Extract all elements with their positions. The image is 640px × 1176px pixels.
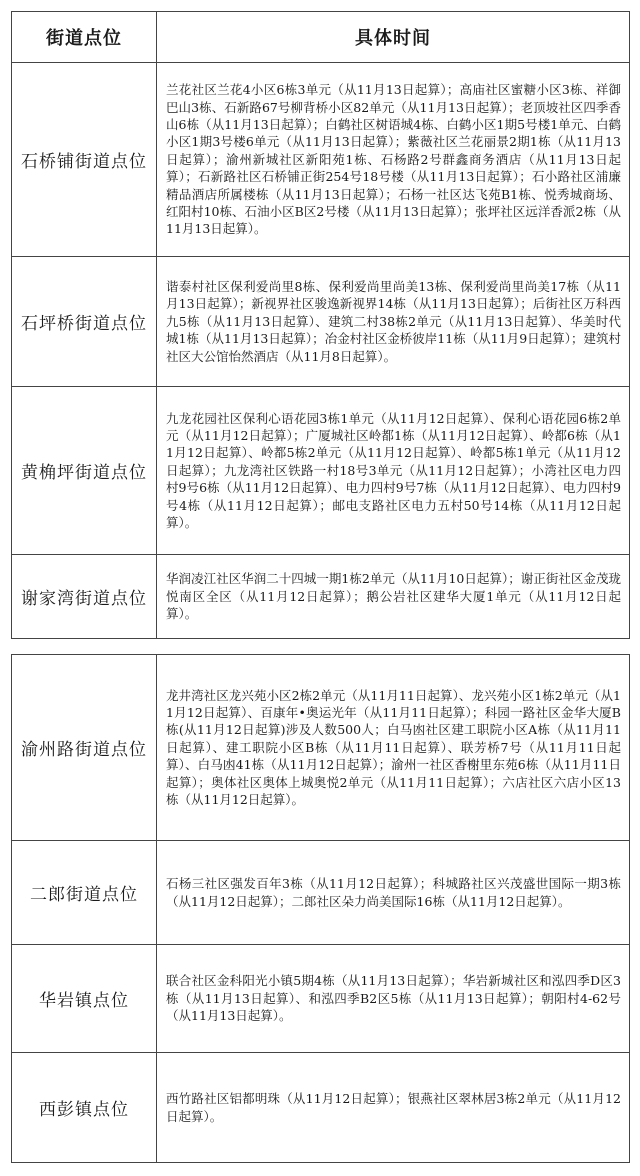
table-row [12, 1053, 630, 1163]
table-row [12, 257, 630, 387]
header-location: 街道点位 [12, 12, 157, 63]
location-name: 西彭镇点位 [12, 1053, 157, 1163]
location-details: 华润凌江社区华润二十四城一期1栋2单元（从11月10日起算）；谢正街社区金茂珑悦南区全区（从11月12日起算）；鹅公岩社区建华大厦1单元（从11月12日起算）。 [157, 555, 630, 639]
location-name: 华岩镇点位 [12, 945, 157, 1053]
location-details: 西竹路社区铝都明珠（从11月12日起算）；银燕社区翠林居3栋2单元（从11月12日起算）。 [157, 1053, 630, 1163]
location-details: 龙井湾社区龙兴苑小区2栋2单元（从11月11日起算）、龙兴苑小区1栋2单元（从11月12日起算）、百康年•奥运光年（从11月11日起算）；科园一路社区金华大厦B栋(从11月12日起算)涉及人数500人；白马凼社区建工职院小区A栋（从11月11日起算）、建工职院小区B栋（从11月11日起算）、联芳桥7号（从11月11日起算）、白马凼41栋（从11月12日起算）；渝州一社区香榭里东苑6栋（从11月11日起算）；奥体社区奥体上城奥悦2单元（从11月11日起算）；六店社区六店小区13栋（从11月12日起算）。 [157, 655, 630, 841]
location-name: 谢家湾街道点位 [12, 555, 157, 639]
location-name: 石坪桥街道点位 [12, 257, 157, 387]
table-row [12, 841, 630, 945]
location-name: 二郎街道点位 [12, 841, 157, 945]
location-name: 黄桷坪街道点位 [12, 387, 157, 555]
locations-table-part-1 [11, 11, 630, 639]
header-time: 具体时间 [157, 12, 630, 63]
location-details: 联合社区金科阳光小镇5期4栋（从11月13日起算）；华岩新城社区和泓四季D区3栋（从11月13日起算）、和泓四季B2区5栋（从11月13日起算）；朝阳村4-62号（从11月13日起算）。 [157, 945, 630, 1053]
table-row [12, 555, 630, 639]
location-details: 石杨三社区强发百年3栋（从11月12日起算）；科城路社区兴茂盛世国际一期3栋（从11月12日起算）；二郎社区朵力尚美国际16栋（从11月12日起算）。 [157, 841, 630, 945]
locations-table-part-2 [11, 654, 630, 1163]
location-name: 石桥铺街道点位 [12, 63, 157, 257]
location-details: 谐泰村社区保利爱尚里8栋、保利爱尚里尚美13栋、保利爱尚里尚美17栋（从11月13日起算）；新视界社区骏逸新视界14栋（从11月13日起算）；后街社区万科西九5栋（从11月13日起算）、建筑二村38栋2单元（从11月13日起算）、华美时代城1栋（从11月13日起算）；冶金村社区金桥彼岸11栋（从11月9日起算）；建筑村社区大公馆怡然酒店（从11月8日起算）。 [157, 257, 630, 387]
location-details: 九龙花园社区保利心语花园3栋1单元（从11月12日起算）、保利心语花园6栋2单元（从11月12日起算）；广厦城社区岭都1栋（从11月12日起算）、岭都6栋（从11月12日起算）、岭都5栋2单元（从11月12日起算）、岭都5栋1单元（从11月12日起算）；九龙湾社区铁路一村18号3单元（从11月12日起算）；小湾社区电力四村9号6栋（从11月12日起算）、电力四村9号7栋（从11月12日起算）、电力四村9号4栋（从11月12日起算）；邮电支路社区电力五村50号14栋（从11月12日起算）。 [157, 387, 630, 555]
location-details: 兰花社区兰花4小区6栋3单元（从11月13日起算）；高庙社区蜜糖小区3栋、祥御巴山3栋、石新路67号柳背桥小区82单元（从11月13日起算）；老顶坡社区四季香山6栋（从11月13日起算）；白鹤社区树语城4栋、白鹤小区1期5号楼1单元、白鹤小区1期3号楼6单元（从11月13日起算）；紫薇社区兰花丽景2期1栋（从11月13日起算）；渝州新城社区新阳苑1栋、石杨路2号群鑫商务酒店（从11月13日起算）；石新路社区石桥铺正街254号18号楼（从11月13日起算）；石小路社区浦廉精品酒店所属楼栋（从11月13日起算）；石杨一社区达飞苑B1栋、悦秀城商场、红阳村10栋、石油小区B区2号楼（从11月13日起算）；张坪社区远洋香派2栋（从11月13日起算）。 [157, 63, 630, 257]
table-row [12, 945, 630, 1053]
table-row [12, 387, 630, 555]
table-row [12, 63, 630, 257]
location-name: 渝州路街道点位 [12, 655, 157, 841]
table-row [12, 655, 630, 841]
table-header-row [12, 12, 630, 63]
